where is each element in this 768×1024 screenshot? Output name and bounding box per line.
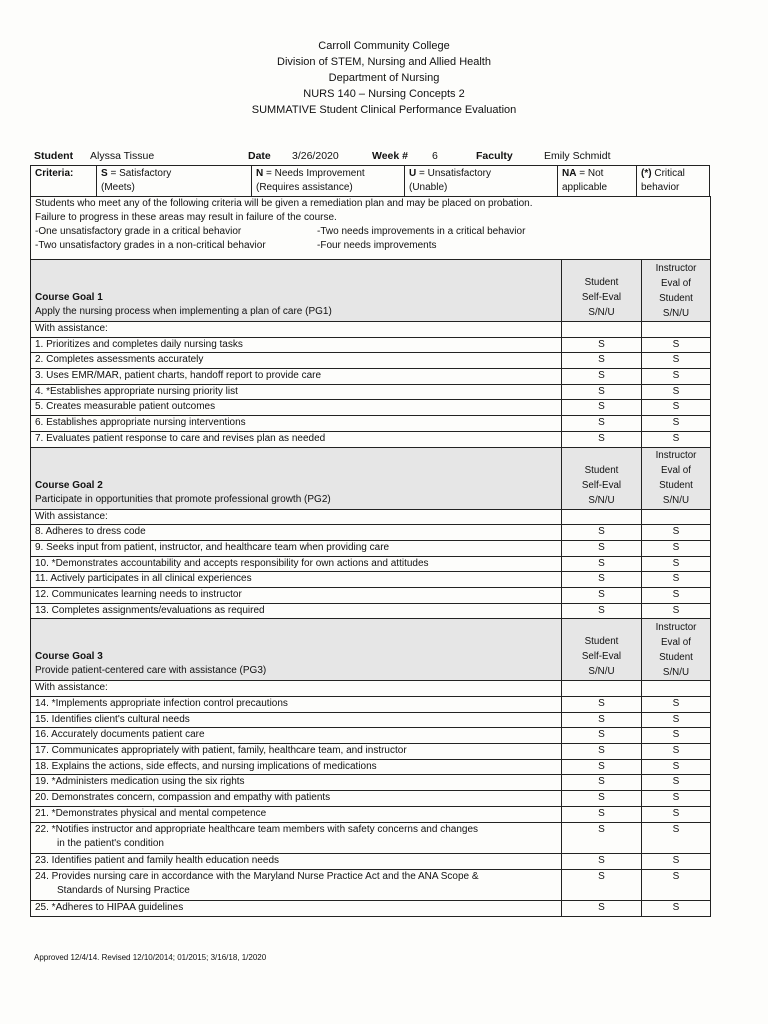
footer-approval: Approved 12/4/14. Revised 12/10/2014; 01/2015; 3/16/18, 1/2020 <box>34 953 267 962</box>
self-eval-grade: S <box>598 588 605 600</box>
col-header: S/N/U <box>588 494 615 506</box>
self-eval-grade: S <box>598 698 605 709</box>
competency-text-cont: Standards of Nursing Practice <box>57 884 190 896</box>
with-assistance-row <box>31 681 711 697</box>
competency-text: 10. *Demonstrates accountability and accepts responsibility for own actions and attitudes <box>35 557 429 569</box>
instructor-eval-grade: S <box>672 354 680 366</box>
col-header: Self-Eval <box>581 479 622 491</box>
instructor-eval-grade: S <box>672 698 680 709</box>
col-header: Instructor <box>655 450 697 461</box>
date-value: 3/26/2020 <box>292 150 339 162</box>
goal-title: Course Goal 2 <box>35 479 103 491</box>
competency-text: 5. Creates measurable patient outcomes <box>35 401 216 413</box>
instructor-eval-grade: S <box>672 823 680 835</box>
competency-row <box>31 900 711 916</box>
col-header: S/N/U <box>662 495 690 506</box>
instructor-eval-grade: S <box>672 588 680 600</box>
competency-row <box>31 744 711 760</box>
instructor-eval-grade: S <box>672 776 680 788</box>
col-header: S/N/U <box>662 666 690 678</box>
with-assistance-label: With assistance: <box>35 510 108 522</box>
competency-text: 15. Identifies client's cultural needs <box>35 713 190 725</box>
col-header: Self-Eval <box>581 651 622 663</box>
goal-description: Provide patient-centered care with assistance (PG3) <box>35 665 267 677</box>
self-eval-grade: S <box>598 385 605 397</box>
competency-row <box>31 869 711 900</box>
competency-text: 11. Actively participates in all clinical experiences <box>35 573 252 585</box>
instructor-eval-grade: S <box>672 526 680 538</box>
competency-text: 6. Establishes appropriate nursing interventions <box>35 417 246 429</box>
self-eval-grade: S <box>598 354 605 366</box>
col-header: Student <box>584 277 619 288</box>
competency-text: 2. Completes assessments accurately <box>35 354 204 366</box>
student-name: Alyssa Tissue <box>90 150 155 162</box>
competency-row <box>31 540 711 556</box>
date-label: Date <box>248 150 271 162</box>
instructor-eval-grade: S <box>672 573 680 585</box>
goal-title: Course Goal 3 <box>35 651 103 663</box>
col-header: Student <box>659 651 693 663</box>
competency-text: 20. Demonstrates concern, compassion and empathy with patients <box>35 792 331 804</box>
criteria-table <box>30 165 710 197</box>
goal-description: Participate in opportunities that promote professional growth (PG2) <box>35 493 331 505</box>
with-assistance-row <box>31 322 711 338</box>
instructor-eval-grade: S <box>672 792 680 804</box>
self-eval-grade: S <box>598 807 605 819</box>
instructor-eval-grade: S <box>672 541 680 553</box>
competency-row <box>31 759 711 775</box>
competency-text: 18. Explains the actions, side effects, and nursing implications of medications <box>35 760 377 772</box>
competency-row <box>31 822 711 853</box>
self-eval-grade: S <box>598 557 605 569</box>
competency-text: 23. Identifies patient and family health education needs <box>35 854 280 866</box>
instructor-eval-grade: S <box>672 901 680 913</box>
course-goal-header <box>31 260 711 322</box>
competency-text: 1. Prioritizes and completes daily nursing tasks <box>35 338 243 350</box>
student-info-row <box>34 150 710 165</box>
competency-row <box>31 791 711 807</box>
competency-text: 13. Completes assignments/evaluations as required <box>35 604 265 616</box>
criteria-needs-improvement: N = Needs Improvement (Requires assistance) <box>252 166 405 197</box>
notice-line: -Four needs improvements <box>317 240 437 251</box>
competency-row <box>31 369 711 385</box>
instructor-eval-grade: S <box>672 807 680 819</box>
week-value: 6 <box>432 150 438 162</box>
self-eval-grade: S <box>598 792 605 804</box>
competency-row <box>31 525 711 541</box>
competency-text: 7. Evaluates patient response to care and revises plan as needed <box>35 432 326 444</box>
department-name: Department of Nursing <box>328 72 440 84</box>
self-eval-grade: S <box>598 370 605 382</box>
notice-line: -Two unsatisfactory grades in a non-critical behavior <box>35 240 266 251</box>
self-eval-grade: S <box>598 604 605 616</box>
col-header: Eval of <box>661 465 691 476</box>
competency-row <box>31 603 711 619</box>
self-eval-grade: S <box>598 526 605 538</box>
self-eval-grade: S <box>598 417 605 429</box>
instructor-eval-grade: S <box>672 417 680 429</box>
competency-row <box>31 556 711 572</box>
self-eval-grade: S <box>598 729 605 741</box>
course-name: NURS 140 – Nursing Concepts 2 <box>303 88 465 100</box>
competency-text: 3. Uses EMR/MAR, patient charts, handoff report to provide care <box>35 370 322 382</box>
self-eval-grade: S <box>598 870 605 882</box>
self-eval-grade: S <box>598 823 605 835</box>
goal-description: Apply the nursing process when implementing a plan of care (PG1) <box>35 306 332 317</box>
instructor-eval-grade: S <box>672 745 680 757</box>
competency-text: 24. Provides nursing care in accordance with the Maryland Nurse Practice Act and the ANA Scope & <box>35 870 479 882</box>
competency-text: 4. *Establishes appropriate nursing priority list <box>35 385 238 397</box>
self-eval-grade: S <box>598 901 605 913</box>
notice-line: -One unsatisfactory grade in a critical behavior <box>35 226 242 237</box>
competency-text: 8. Adheres to dress code <box>35 526 146 538</box>
instructor-eval-grade: S <box>672 370 680 382</box>
instructor-eval-grade: S <box>672 604 680 616</box>
competency-text: 21. *Demonstrates physical and mental competence <box>35 807 267 819</box>
with-assistance-label: With assistance: <box>35 682 108 694</box>
criteria-not-applicable: NA = Not applicable <box>558 166 637 197</box>
competency-text: 12. Communicates learning needs to instructor <box>35 588 242 600</box>
criteria-label: Criteria: <box>35 168 74 179</box>
instructor-eval-grade: S <box>672 854 680 866</box>
course-goal-header <box>31 447 711 509</box>
competency-row <box>31 712 711 728</box>
instructor-eval-grade: S <box>672 870 680 882</box>
competency-text: 25. *Adheres to HIPAA guidelines <box>35 901 184 913</box>
faculty-label: Faculty <box>476 150 513 162</box>
self-eval-grade: S <box>598 338 605 350</box>
competency-row <box>31 728 711 744</box>
goal-title: Course Goal 1 <box>35 292 103 303</box>
instructor-eval-grade: S <box>672 432 680 444</box>
self-eval-grade: S <box>598 776 605 788</box>
division-name: Division of STEM, Nursing and Allied Health <box>277 56 491 68</box>
competency-row <box>31 775 711 791</box>
week-label: Week # <box>372 150 408 162</box>
competency-row <box>31 384 711 400</box>
competency-row <box>31 431 711 447</box>
college-name: Carroll Community College <box>318 40 450 52</box>
competency-text: 17. Communicates appropriately with patient, family, healthcare team, and instructor <box>35 745 407 757</box>
faculty-name: Emily Schmidt <box>544 150 611 162</box>
competency-text: 14. *Implements appropriate infection control precautions <box>35 698 288 709</box>
col-header: Student <box>659 292 693 304</box>
instructor-eval-grade: S <box>672 385 680 397</box>
self-eval-grade: S <box>598 432 605 444</box>
criteria-critical-behavior: (*) Critical behavior <box>637 166 710 197</box>
student-label: Student <box>34 150 74 162</box>
notice-line: Students who meet any of the following criteria will be given a remediation plan and may be placed on probation. <box>35 198 533 209</box>
competency-text: 9. Seeks input from patient, instructor, and healthcare team when providing care <box>35 541 390 553</box>
instructor-eval-grade: S <box>672 729 680 741</box>
with-assistance-row <box>31 509 711 525</box>
course-goal-header <box>31 619 711 681</box>
col-header: Student <box>584 636 619 648</box>
instructor-eval-grade: S <box>672 338 680 350</box>
competency-row <box>31 337 711 353</box>
notice-line: Failure to progress in these areas may result in failure of the course. <box>35 212 337 223</box>
self-eval-grade: S <box>598 541 605 553</box>
col-header: Student <box>659 480 693 491</box>
col-header: Instructor <box>655 621 697 633</box>
competency-text: 22. *Notifies instructor and appropriate healthcare team members with safety concerns and changes <box>35 823 479 835</box>
instructor-eval-grade: S <box>672 760 680 772</box>
col-header: Eval of <box>661 277 691 289</box>
self-eval-grade: S <box>598 713 605 725</box>
competency-row <box>31 572 711 588</box>
self-eval-grade: S <box>598 401 605 413</box>
col-header: Eval of <box>661 636 691 648</box>
document-header <box>0 38 768 118</box>
col-header: Self-Eval <box>581 292 622 303</box>
instructor-eval-grade: S <box>672 401 680 413</box>
col-header: S/N/U <box>588 307 615 318</box>
col-header: Instructor <box>655 262 697 274</box>
instructor-eval-grade: S <box>672 713 680 725</box>
competency-row <box>31 806 711 822</box>
competency-row <box>31 353 711 369</box>
col-header: Student <box>584 464 619 476</box>
evaluation-table <box>30 196 711 917</box>
col-header: S/N/U <box>588 666 615 678</box>
competency-row <box>31 587 711 603</box>
competency-text-cont: in the patient's condition <box>57 837 164 849</box>
probation-notice <box>31 197 711 260</box>
competency-row <box>31 400 711 416</box>
competency-row <box>31 416 711 432</box>
notice-line: -Two needs improvements in a critical behavior <box>317 226 526 237</box>
self-eval-grade: S <box>598 854 605 866</box>
competency-text: 16. Accurately documents patient care <box>35 729 205 741</box>
col-header: S/N/U <box>662 307 690 319</box>
self-eval-grade: S <box>598 745 605 757</box>
with-assistance-label: With assistance: <box>35 323 108 334</box>
competency-row <box>31 853 711 869</box>
competency-row <box>31 697 711 713</box>
competency-text: 19. *Administers medication using the six rights <box>35 776 245 788</box>
criteria-satisfactory: S = Satisfactory (Meets) <box>97 166 252 197</box>
criteria-unsatisfactory: U = Unsatisfactory (Unable) <box>405 166 558 197</box>
self-eval-grade: S <box>598 760 605 772</box>
self-eval-grade: S <box>598 573 605 585</box>
instructor-eval-grade: S <box>672 557 680 569</box>
evaluation-title: SUMMATIVE Student Clinical Performance Evaluation <box>251 104 517 116</box>
